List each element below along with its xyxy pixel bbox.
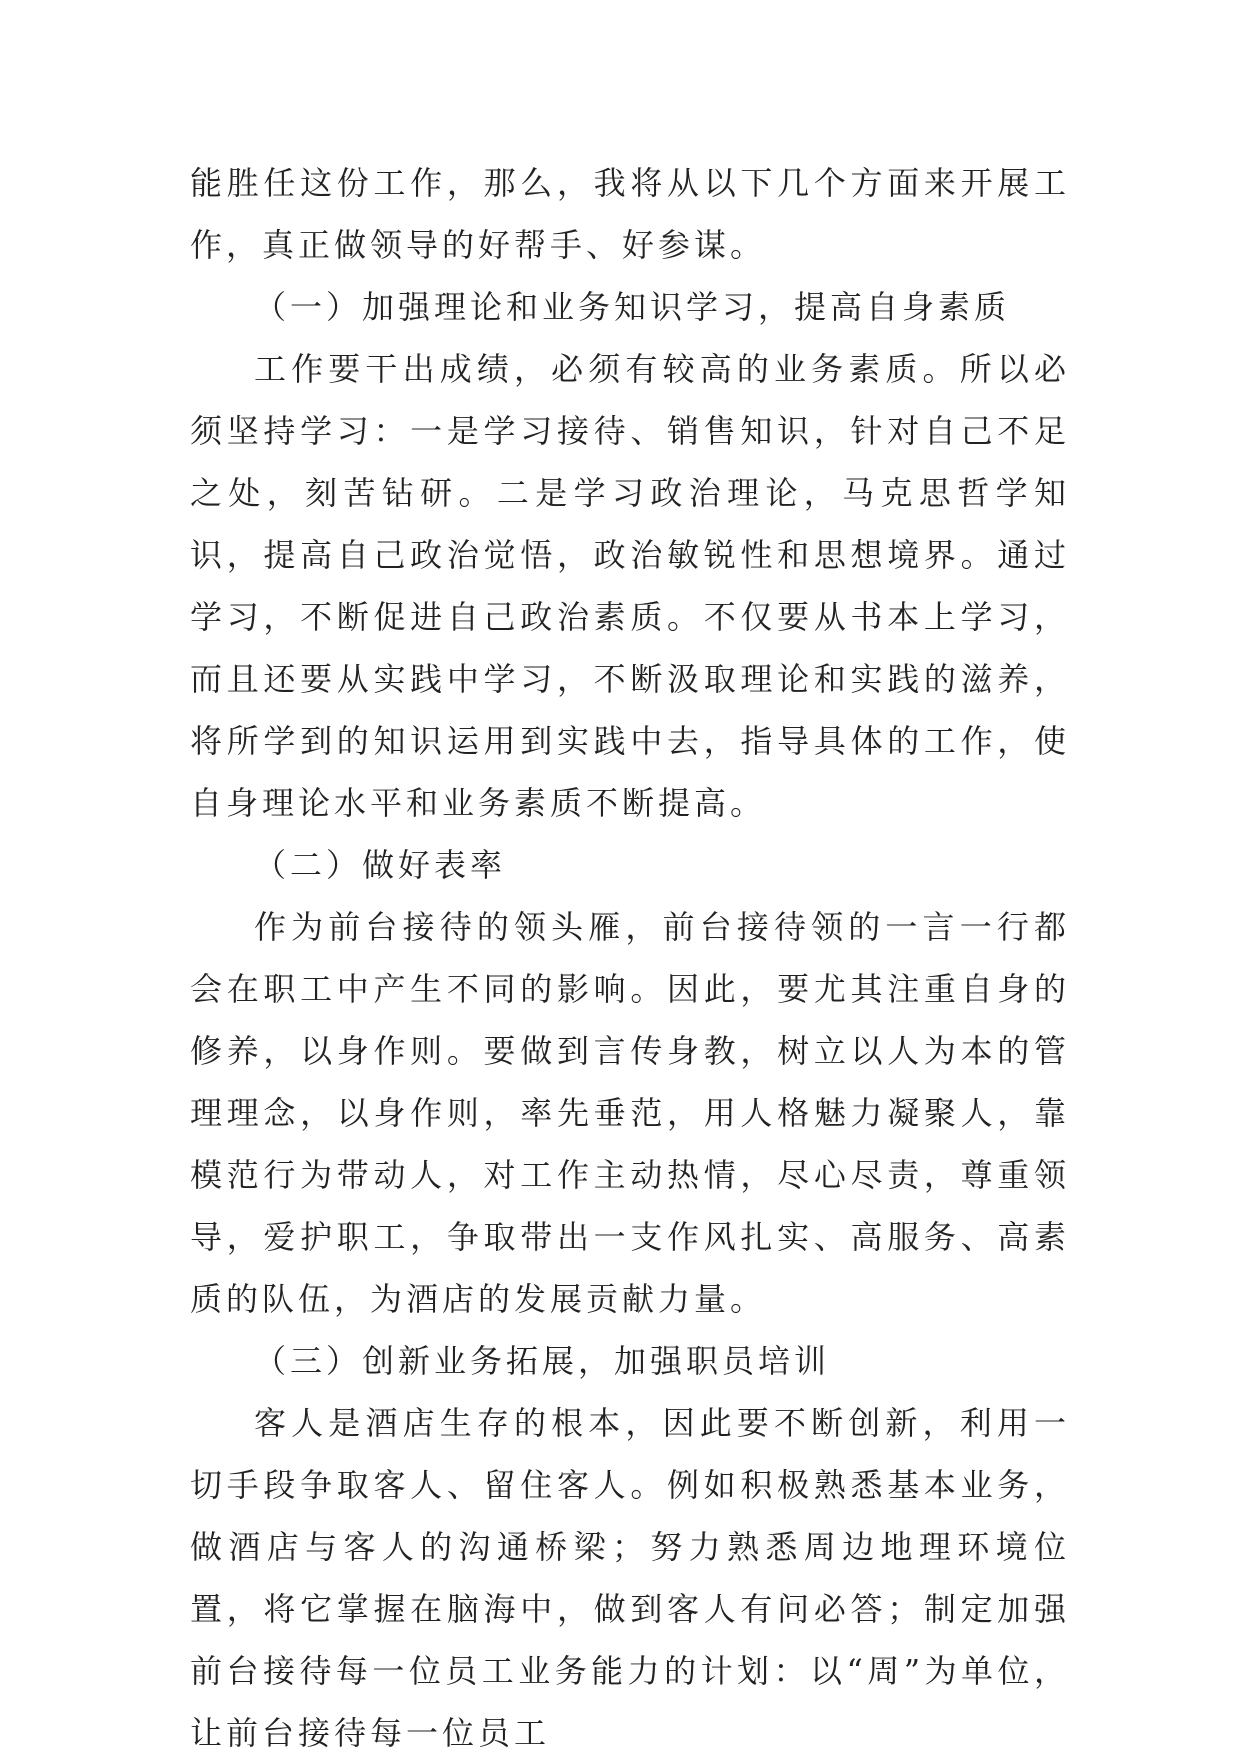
- paragraph-innovation-training: 客人是酒店生存的根本，因此要不断创新，利用一切手段争取客人、留住客人。例如积极熟悉基本业务，做酒店与客人的沟通桥梁；努力熟悉周边地理环境位置，将它掌握在脑海中，做到客人有问必答；制定加强前台接待每一位员工业务能力的计划：以“周”为单位，让前台接待每一位员工: [190, 1404, 1070, 1752]
- paragraph-study: 工作要干出成绩，必须有较高的业务素质。所以必须坚持学习：一是学习接待、销售知识，针对自己不足之处，刻苦钻研。二是学习政治理论，马克思哲学知识，提高自己政治觉悟，政治敏锐性和思想境界。通过学习，不断促进自己政治素质。不仅要从书本上学习，而且还要从实践中学习，不断汲取理论和实践的滋养，将所学到的知识运用到实践中去，指导具体的工作，使自身理论水平和业务素质不断提高。: [190, 350, 1070, 822]
- paragraph-role-model: 作为前台接待的领头雁，前台接待领的一言一行都会在职工中产生不同的影响。因此，要尤其注重自身的修养，以身作则。要做到言传身教，树立以人为本的管理理念，以身作则，率先垂范，用人格魅力凝聚人，靠模范行为带动人，对工作主动热情，尽心尽责，尊重领导，爱护职工，争取带出一支作风扎实、高服务、高素质的队伍，为酒店的发展贡献力量。: [190, 908, 1070, 1318]
- section-heading-1: （一）加强理论和业务知识学习，提高自身素质: [254, 288, 1011, 326]
- document-page: [190, 152, 1070, 1764]
- paragraph-intro-continuation: 能胜任这份工作，那么，我将从以下几个方面来开展工作，真正做领导的好帮手、好参谋。: [190, 164, 1070, 264]
- section-heading-3: （三）创新业务拓展，加强职员培训: [254, 1342, 831, 1380]
- section-heading-2: （二）做好表率: [254, 846, 507, 884]
